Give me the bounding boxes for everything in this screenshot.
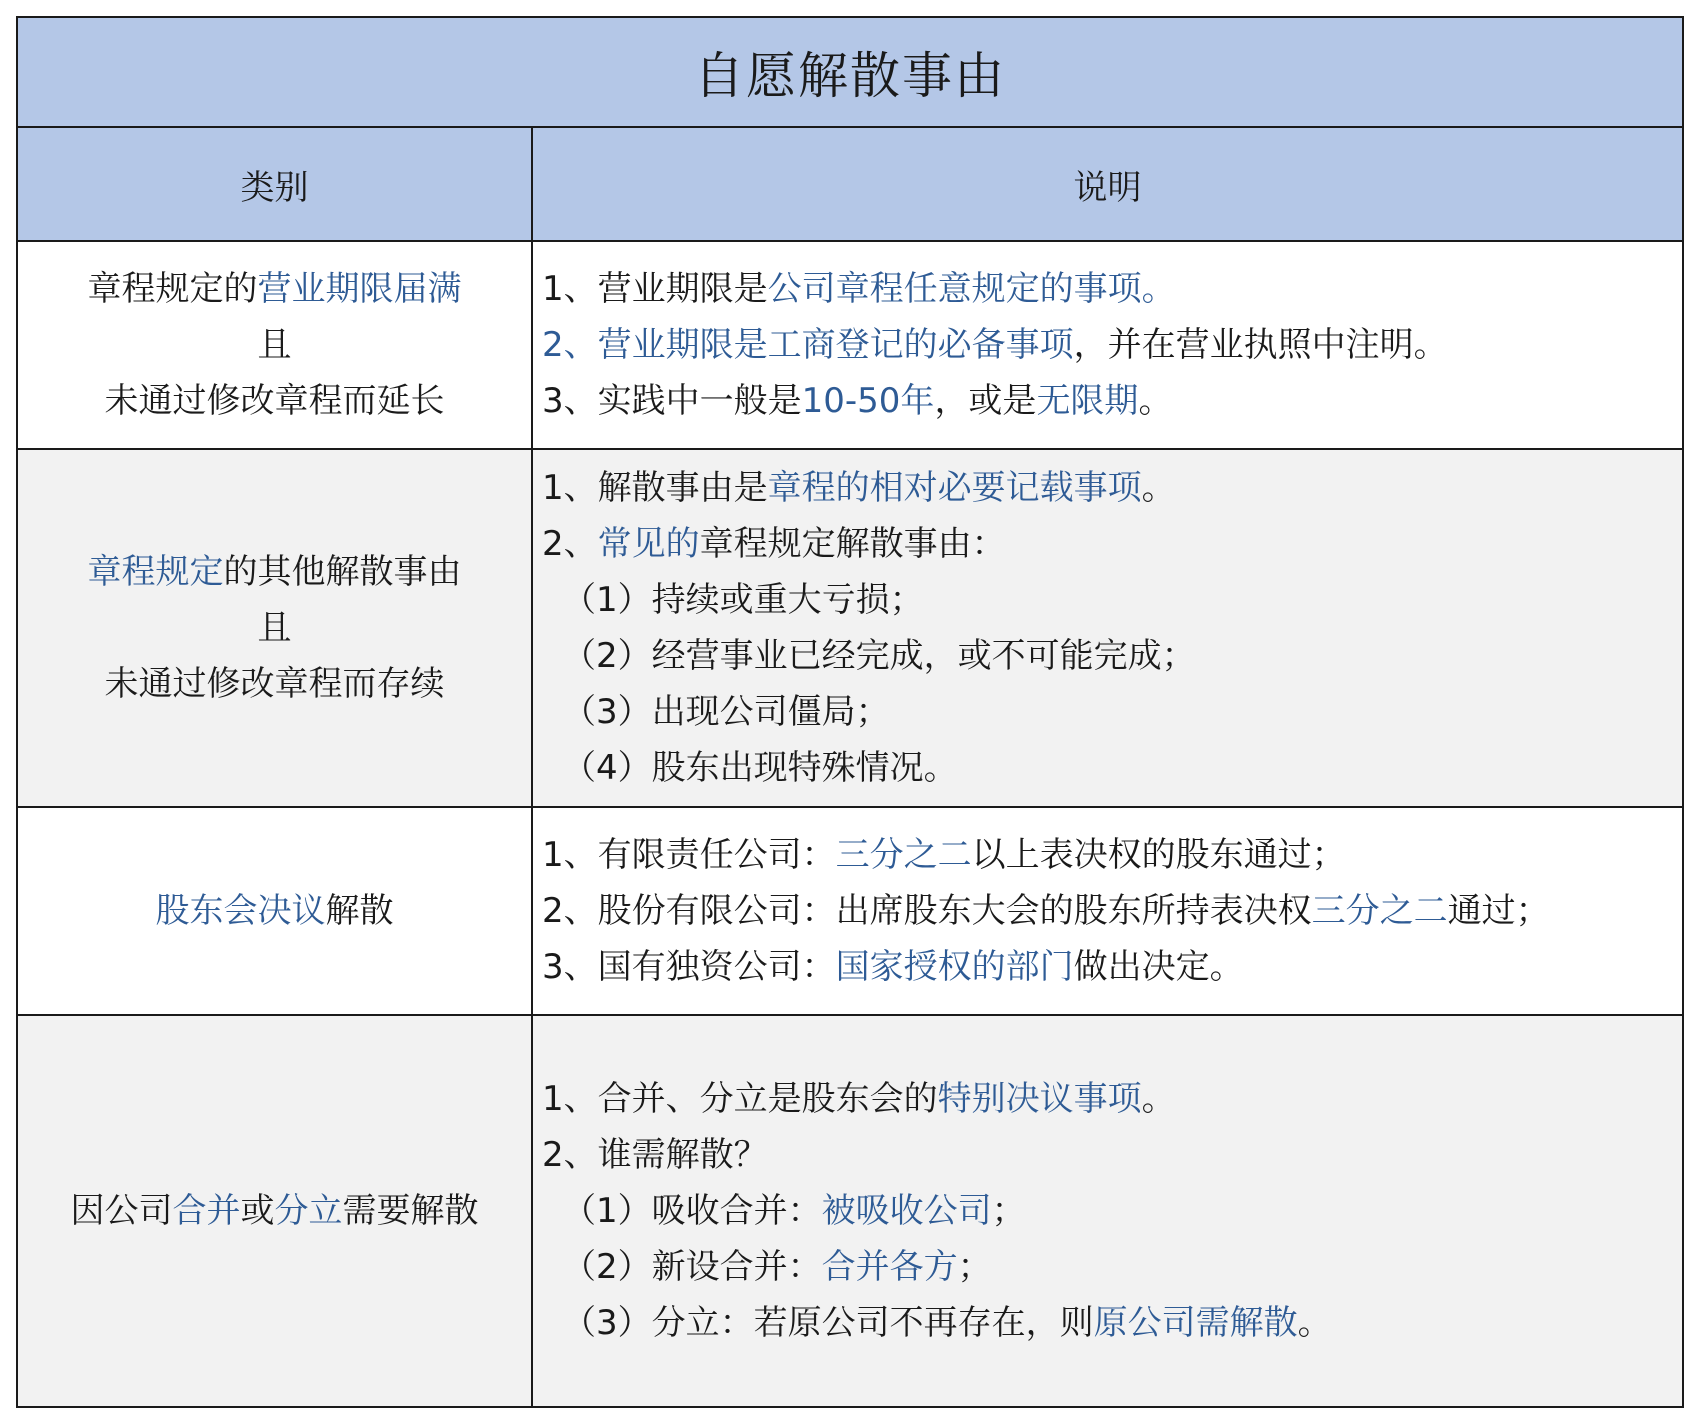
category-line [105, 373, 445, 429]
highlighted-text: 合并各方 [821, 1247, 958, 1287]
highlighted-text: 股东会决议 [155, 891, 326, 931]
category-cell [18, 450, 533, 806]
header-category: 类别 [18, 128, 533, 240]
highlighted-text: 国家授权的部门 [835, 947, 1074, 987]
description-item [542, 827, 1682, 883]
highlighted-text: 被吸收公司 [821, 1191, 992, 1231]
category-line [258, 317, 292, 373]
description-subitem [542, 628, 1682, 684]
highlighted-text: 2、营业期限是工商登记的必备事项 [542, 325, 1074, 365]
table-row [18, 1016, 1682, 1406]
text-segment: 3、实践中一般是 [542, 381, 802, 421]
description-item [542, 460, 1682, 516]
text-segment: ； [957, 1247, 992, 1287]
table-title: 自愿解散事由 [18, 18, 1682, 128]
description-subitem [542, 684, 1682, 740]
text-segment: 3、国有独资公司： [542, 947, 836, 987]
highlighted-text: 营业期限届满 [257, 269, 462, 309]
description-subitem [542, 572, 1682, 628]
text-segment: 未通过修改章程而延长 [104, 381, 445, 421]
text-segment: 2、 [542, 524, 598, 564]
text-segment: 通过； [1447, 891, 1550, 931]
description-cell [533, 242, 1682, 448]
text-segment: 。 [1141, 468, 1176, 508]
text-segment: 1、解散事由是 [542, 468, 768, 508]
highlighted-text: 分立 [274, 1191, 343, 1231]
text-segment: 章程规定的 [87, 269, 258, 309]
text-segment: （1）持续或重大亏损； [562, 580, 924, 620]
description-item [542, 317, 1682, 373]
table-row [18, 450, 1682, 808]
text-segment: 。 [1297, 1303, 1332, 1343]
table-header-row [18, 128, 1682, 242]
highlighted-text: 章程规定 [87, 552, 224, 592]
highlighted-text: 公司章程任意规定的事项。 [767, 269, 1176, 309]
description-subitem [542, 740, 1682, 796]
description-item [542, 261, 1682, 317]
text-segment: 1、营业期限是 [542, 269, 768, 309]
text-segment: （3）分立：若原公司不再存在，则 [562, 1303, 1094, 1343]
header-description: 说明 [1073, 167, 1142, 208]
description-subitem [542, 1183, 1682, 1239]
description-item [542, 1127, 1682, 1183]
text-segment: ； [991, 1191, 1026, 1231]
category-cell [18, 808, 533, 1014]
text-segment: 且 [257, 608, 292, 648]
highlighted-text: 三分之二 [835, 835, 972, 875]
description-item [542, 1071, 1682, 1127]
text-segment: （1）吸收合并： [562, 1191, 822, 1231]
text-segment: 2、谁需解散？ [542, 1135, 768, 1175]
highlighted-text: 三分之二 [1311, 891, 1448, 931]
description-item [542, 516, 1682, 572]
highlighted-text: 无限期 [1036, 381, 1139, 421]
text-segment: 1、合并、分立是股东会的 [542, 1079, 938, 1119]
category-line [71, 1183, 479, 1239]
table-row [18, 808, 1682, 1016]
text-segment: 2、股份有限公司：出席股东大会的股东所持表决权 [542, 891, 1312, 931]
text-segment: （2）新设合并： [562, 1247, 822, 1287]
highlighted-text: 原公司需解散 [1093, 1303, 1298, 1343]
category-cell [18, 1016, 533, 1406]
text-segment: 未通过修改章程而存续 [104, 664, 445, 704]
highlighted-text: 10-50年 [801, 381, 935, 421]
text-segment: 需要解散 [342, 1191, 479, 1231]
text-segment: 。 [1138, 381, 1173, 421]
text-segment: 解散 [325, 891, 394, 931]
text-segment: 1、有限责任公司： [542, 835, 836, 875]
dissolution-reasons-table [16, 16, 1684, 1408]
description-cell [533, 450, 1682, 806]
description-item [542, 883, 1682, 939]
text-segment: 章程规定解散事由： [699, 524, 1006, 564]
category-cell [18, 242, 533, 448]
description-subitem [542, 1295, 1682, 1351]
category-line [88, 261, 462, 317]
text-segment: ，或是 [934, 381, 1037, 421]
text-segment: （4）股东出现特殊情况。 [562, 748, 958, 788]
category-line [88, 544, 462, 600]
table-row [18, 242, 1682, 450]
text-segment: （3）出现公司僵局； [562, 692, 890, 732]
description-item [542, 939, 1682, 995]
description-cell [533, 1016, 1682, 1406]
text-segment: 的其他解散事由 [223, 552, 462, 592]
text-segment: （2）经营事业已经完成，或不可能完成； [562, 636, 1196, 676]
text-segment: 做出决定。 [1073, 947, 1244, 987]
text-segment: 因公司 [70, 1191, 173, 1231]
highlighted-text: 章程的相对必要记载事项 [767, 468, 1142, 508]
category-line [258, 600, 292, 656]
highlighted-text: 特别决议事项 [937, 1079, 1142, 1119]
text-segment: ，并在营业执照中注明。 [1073, 325, 1448, 365]
category-line [105, 656, 445, 712]
highlighted-text: 合并 [172, 1191, 241, 1231]
category-line [156, 883, 394, 939]
text-segment: 。 [1141, 1079, 1176, 1119]
description-subitem [542, 1239, 1682, 1295]
description-item [542, 373, 1682, 429]
text-segment: 以上表决权的股东通过； [971, 835, 1346, 875]
description-cell [533, 808, 1682, 1014]
text-segment: 且 [257, 325, 292, 365]
highlighted-text: 常见的 [597, 524, 700, 564]
text-segment: 或 [240, 1191, 275, 1231]
